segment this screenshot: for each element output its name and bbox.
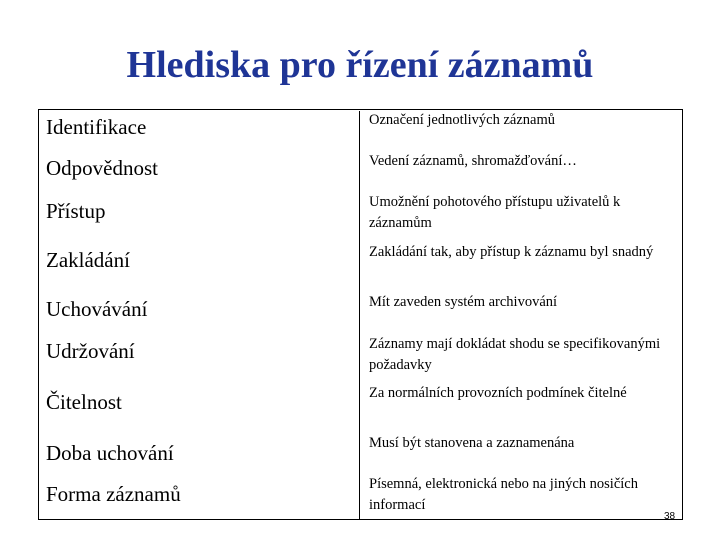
slide-title: Hlediska pro řízení záznamů: [126, 44, 594, 86]
desc-udrzovani: Záznamy mají dokládat shodu se specifikovanými požadavky: [369, 336, 661, 373]
term-citelnost: Čitelnost: [46, 390, 122, 414]
page-number: 38: [664, 511, 676, 522]
term-udrzovani: Udržování: [46, 339, 135, 363]
term-pristup: Přístup: [46, 199, 106, 223]
term-forma-zaznamu: Forma záznamů: [46, 482, 181, 506]
desc-odpovednost: Vedení záznamů, shromažďování…: [369, 153, 577, 169]
term-identifikace: Identifikace: [46, 115, 147, 139]
desc-zakladani: Zakládání tak, aby přístup k záznamu byl snadný: [369, 244, 654, 260]
desc-citelnost: Za normálních provozních podmínek čitelné: [369, 385, 627, 401]
desc-identifikace: Označení jednotlivých záznamů: [369, 112, 556, 128]
desc-forma-zaznamu: Písemná, elektronická nebo na jiných nosičích informací: [369, 476, 638, 513]
term-zakladani: Zakládání: [46, 248, 130, 272]
desc-doba-uchovani: Musí být stanovena a zaznamenána: [369, 435, 575, 451]
term-doba-uchovani: Doba uchování: [46, 441, 174, 465]
desc-pristup: Umožnění pohotového přístupu uživatelů k záznamům: [369, 194, 621, 231]
term-odpovednost: Odpovědnost: [46, 156, 158, 180]
term-uchovavani: Uchovávání: [46, 297, 148, 321]
column-divider: [359, 111, 360, 519]
desc-uchovavani: Mít zaveden systém archivování: [369, 294, 558, 310]
